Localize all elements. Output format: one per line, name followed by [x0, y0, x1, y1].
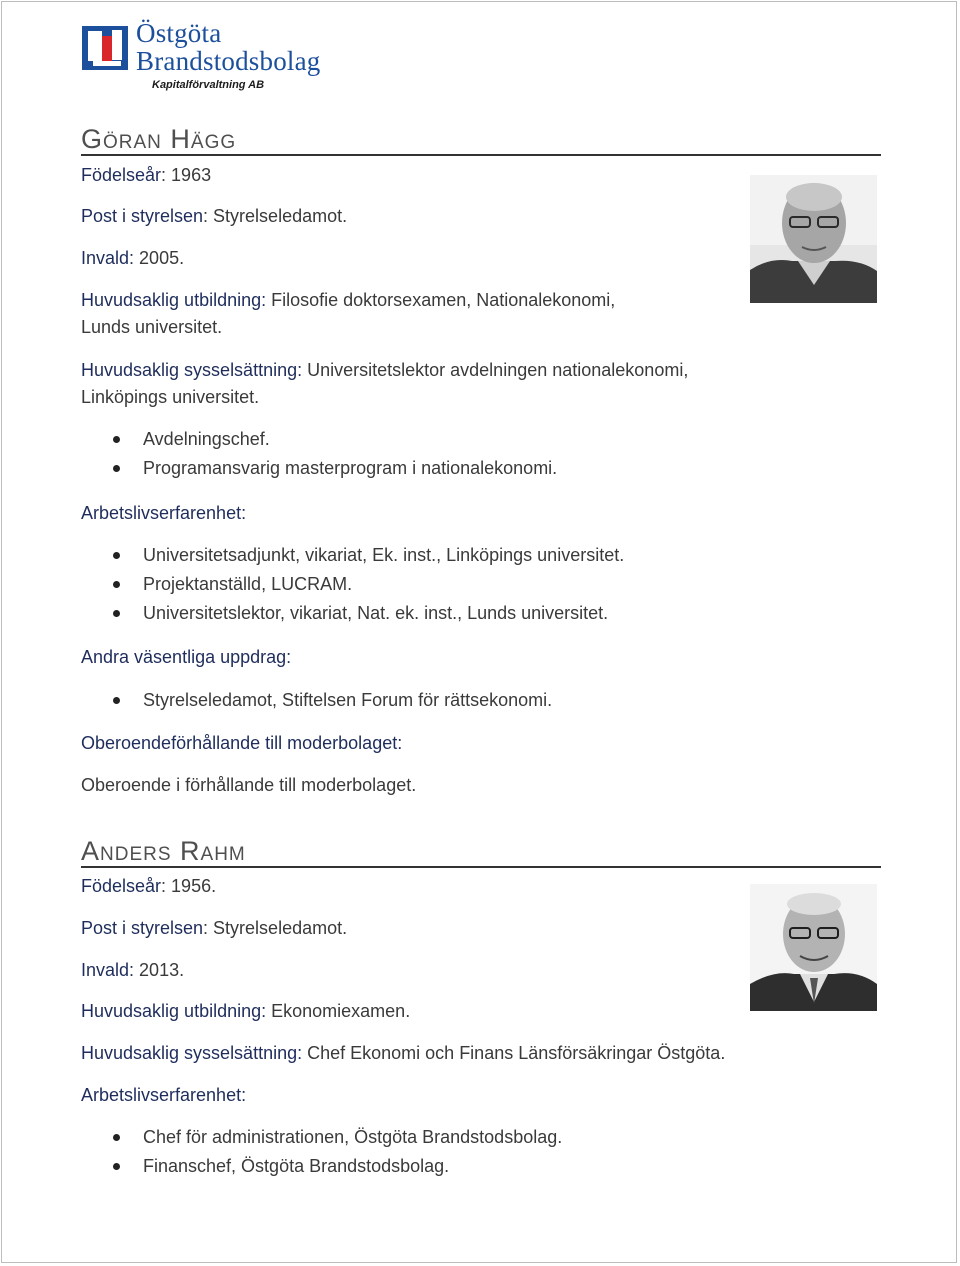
employment-row-cont [81, 384, 259, 410]
board-post-label: Post i styrelsen [81, 206, 204, 226]
list-item: Universitetsadjunkt, vikariat, Ek. inst., Linköpings universitet. [81, 541, 624, 570]
person-name: Göran Hägg [81, 124, 237, 154]
employment-value: Universitetslektor avdelningen nationalekonomi, [302, 360, 689, 380]
education-value-cont: Lunds universitet. [81, 317, 223, 337]
bullet-icon [113, 610, 120, 617]
experience-label: Arbetslivserfarenhet: [81, 503, 247, 523]
list-item: Finanschef, Östgöta Brandstodsbolag. [81, 1152, 562, 1181]
independence-label: Oberoendeförhållande till moderbolaget: [81, 733, 403, 753]
education-label: Huvudsaklig utbildning: [81, 290, 267, 310]
employment-row [81, 357, 688, 383]
independence-value: Oberoende i förhållande till moderbolaget. [81, 775, 417, 795]
list-item: Styrelseledamot, Stiftelsen Forum för rättsekonomi. [81, 686, 552, 715]
education-value: Ekonomiexamen. [266, 1001, 411, 1021]
portrait-photo-goran [750, 175, 877, 303]
person-name: Anders Rahm [81, 836, 246, 866]
birth-year-label: Födelseår [81, 165, 162, 185]
bullet-icon [113, 1163, 120, 1170]
birth-year-row [81, 162, 211, 188]
board-post-row [81, 203, 347, 229]
education-label: Huvudsaklig utbildning: [81, 1001, 267, 1021]
bullet-icon [113, 465, 120, 472]
list-item: Universitetslektor, vikariat, Nat. ek. inst., Lunds universitet. [81, 599, 624, 628]
elected-label: Invald: [81, 960, 135, 980]
bullet-icon [113, 697, 120, 704]
board-post-value: : Styrelseledamot. [203, 918, 348, 938]
logo-mark-icon [82, 26, 128, 70]
employment-value: Chef Ekonomi och Finans Länsförsäkringar Östgöta. [302, 1043, 726, 1063]
elected-value: 2005. [134, 248, 185, 268]
board-post-row [81, 915, 347, 941]
employment-row [81, 1040, 725, 1066]
bullet-icon [113, 581, 120, 588]
list-item: Chef för administrationen, Östgöta Brandstodsbolag. [81, 1123, 562, 1152]
portrait-image-icon [750, 175, 877, 303]
birth-year-row [81, 873, 216, 899]
list-item: Avdelningschef. [81, 425, 557, 454]
bullet-icon [113, 1134, 120, 1141]
education-value: Filosofie doktorsexamen, Nationalekonomi, [266, 290, 616, 310]
education-row-cont [81, 314, 222, 340]
elected-value: 2013. [134, 960, 185, 980]
employment-list [81, 425, 557, 483]
experience-list [81, 541, 624, 628]
experience-label: Arbetslivserfarenhet: [81, 1085, 247, 1105]
birth-year-label: Födelseår [81, 876, 162, 896]
logo-name-line2: Brandstodsbolag [136, 46, 321, 76]
logo-subtitle: Kapitalförvaltning AB [152, 79, 265, 91]
elected-row [81, 245, 184, 271]
person-heading-2 [81, 836, 881, 868]
elected-row [81, 957, 184, 983]
list-item: Programansvarig masterprogram i nationalekonomi. [81, 454, 557, 483]
bullet-icon [113, 436, 120, 443]
birth-year-value: : 1963 [161, 165, 212, 185]
list-item: Projektanställd, LUCRAM. [81, 570, 624, 599]
company-logo [82, 20, 332, 96]
elected-label: Invald: [81, 248, 135, 268]
other-assignments-list [81, 686, 552, 715]
logo-name-line1: Östgöta [136, 18, 222, 48]
board-post-value: : Styrelseledamot. [203, 206, 348, 226]
education-row [81, 998, 410, 1024]
employment-value-cont: Linköpings universitet. [81, 387, 260, 407]
employment-label: Huvudsaklig sysselsättning: [81, 1043, 303, 1063]
employment-label: Huvudsaklig sysselsättning: [81, 360, 303, 380]
board-post-label: Post i styrelsen [81, 918, 204, 938]
portrait-photo-anders [750, 884, 877, 1011]
birth-year-value: : 1956. [161, 876, 217, 896]
experience-list [81, 1123, 562, 1181]
bullet-icon [113, 552, 120, 559]
portrait-image-icon [750, 884, 877, 1011]
other-assignments-label: Andra väsentliga uppdrag: [81, 647, 292, 667]
education-row [81, 287, 615, 313]
person-heading-1 [81, 124, 881, 156]
